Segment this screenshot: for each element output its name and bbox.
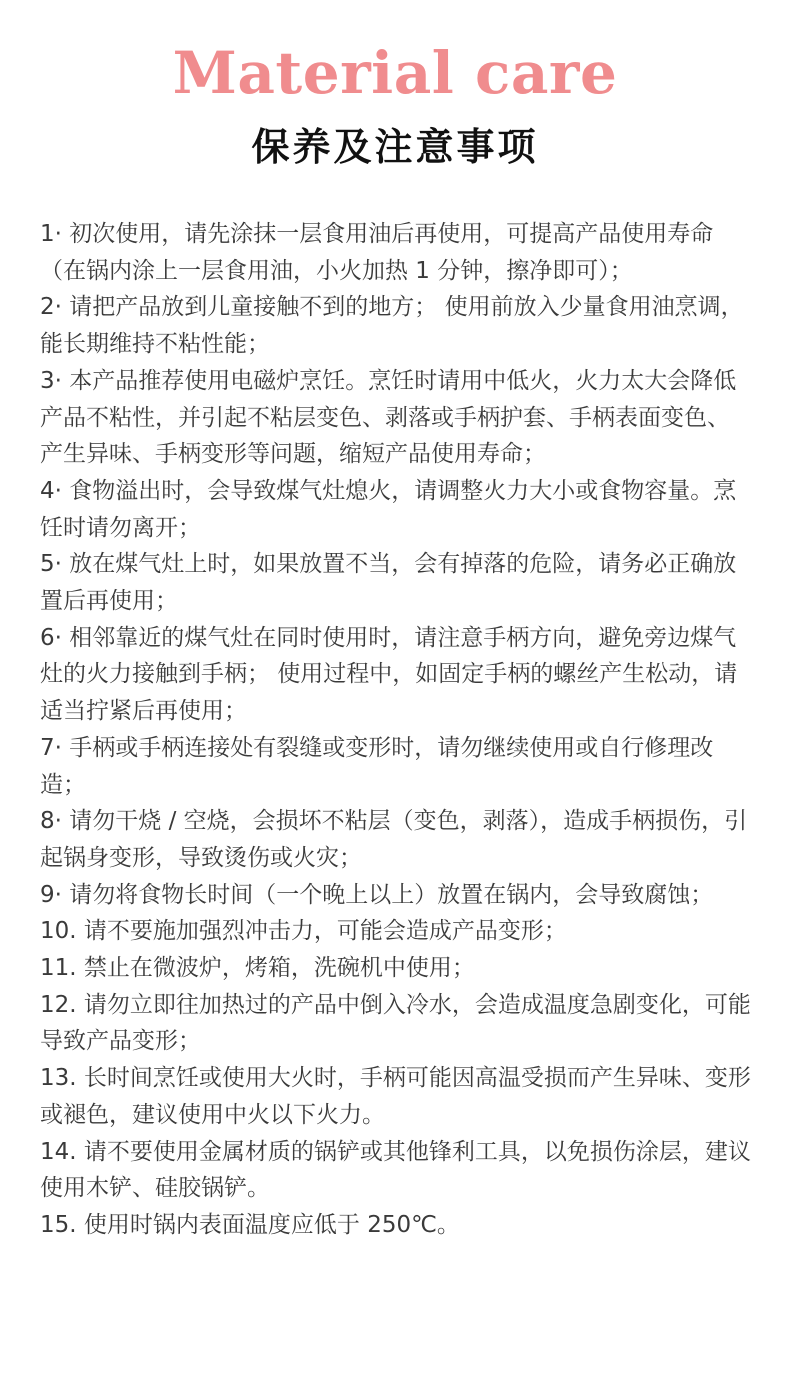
care-item-5: 5· 放在煤气灶上时，如果放置不当，会有掉落的危险，请务必正确放置后再使用；	[40, 551, 737, 615]
care-item-15: 15. 使用时锅内表面温度应低于 250℃。	[40, 1211, 460, 1238]
care-item-13: 13. 长时间烹饪或使用大火时，手柄可能因高温受损而产生异味、变形或褪色，建议使用中火以下火力。	[40, 1065, 751, 1128]
care-item-3: 3· 本产品推荐使用电磁炉烹饪。烹饪时请用中低火，火力太大会降低产品不粘性，并引起不粘层变色、剥落或手柄护套、手柄表面变色、产生异味、手柄变形等问题，缩短产品使用寿命；	[40, 367, 737, 468]
care-item-6: 6· 相邻靠近的煤气灶在同时使用时，请注意手柄方向，避免旁边煤气灶的火力接触到手柄； 使用过程中，如固定手柄的螺丝产生松动，请适当拧紧后再使用；	[40, 624, 738, 725]
care-item-7: 7· 手柄或手柄连接处有裂缝或变形时，请勿继续使用或自行修理改造；	[40, 734, 714, 798]
title-chinese: 保养及注意事项	[251, 125, 539, 169]
care-item-11: 11. 禁止在微波炉，烤箱，洗碗机中使用；	[40, 955, 475, 982]
care-item-2: 2· 请把产品放到儿童接触不到的地方； 使用前放入少量食用油烹调，能长期维持不粘性能；	[40, 294, 744, 358]
care-item-9: 9· 请勿将食物长时间（一个晚上以上）放置在锅内，会导致腐蚀；	[40, 881, 714, 908]
care-item-14: 14. 请不要使用金属材质的锅铲或其他锋利工具，以免损伤涂层，建议使用木铲、硅胶锅铲。	[40, 1138, 751, 1202]
care-item-8: 8· 请勿干烧 / 空烧，会损坏不粘层（变色，剥落），造成手柄损伤，引起锅身变形，导致烫伤或火灾；	[40, 808, 748, 871]
title-english: Material care	[172, 39, 618, 107]
care-item-4: 4· 食物溢出时，会导致煤气灶熄火，请调整火力大小或食物容量。烹饪时请勿离开；	[40, 477, 737, 541]
care-item-1: 1· 初次使用，请先涂抹一层食用油后再使用，可提高产品使用寿命（在锅内涂上一层食用油，小火加热 1 分钟，擦净即可）；	[40, 221, 714, 284]
care-item-12: 12. 请勿立即往加热过的产品中倒入冷水，会造成温度急剧变化，可能导致产品变形；	[40, 991, 751, 1055]
care-instructions-list	[40, 216, 752, 1244]
care-item-10: 10. 请不要施加强烈冲击力，可能会造成产品变形；	[40, 918, 567, 945]
